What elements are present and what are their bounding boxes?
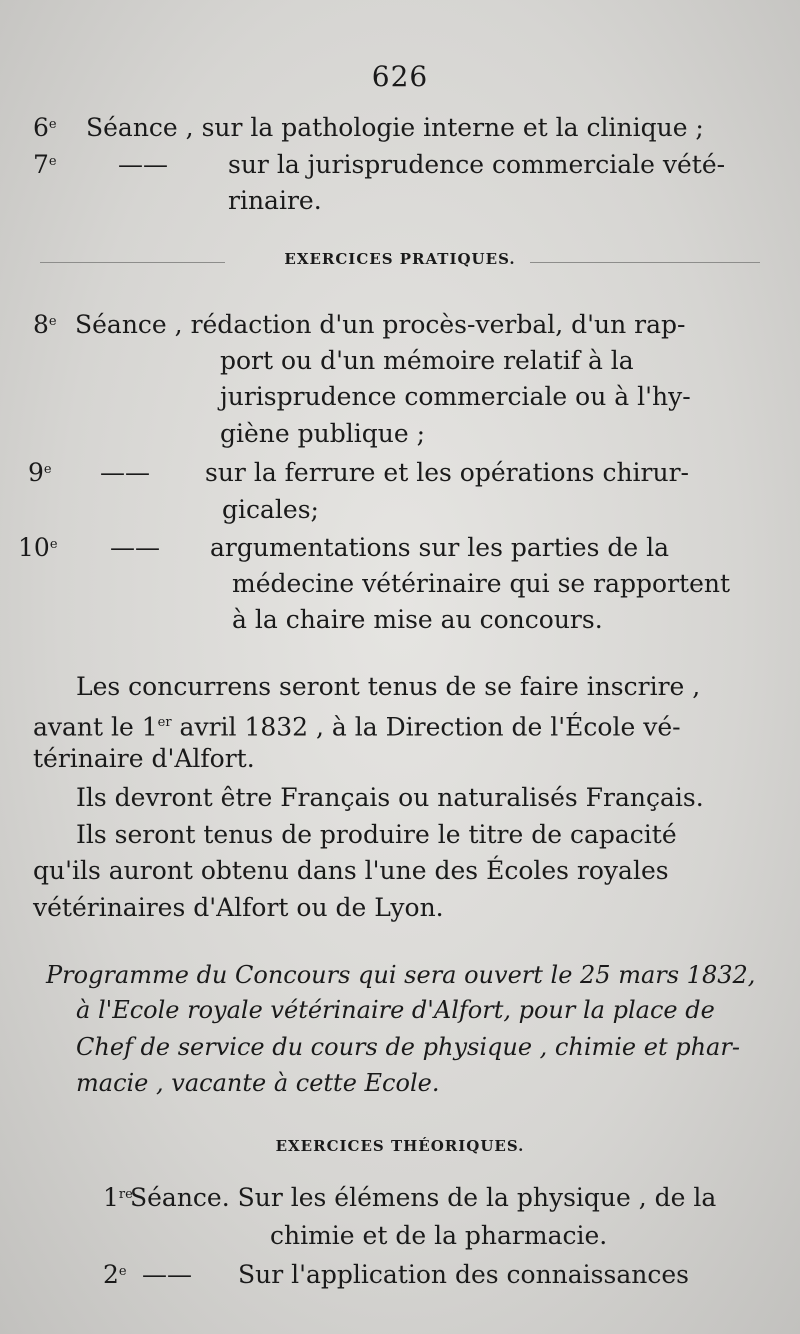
seance-1-line-1: Séance. Sur les élémens de la physique , de la <box>130 1183 717 1212</box>
programme-line-1: Programme du Concours qui sera ouvert le 25 mars 1832, <box>46 961 756 989</box>
seance-9-line-1: sur la ferrure et les opérations chirur- <box>205 458 689 487</box>
programme-line-4: macie , vacante à cette Ecole. <box>76 1069 440 1097</box>
seance-7-number: 7e <box>33 150 57 179</box>
page-number: 626 <box>371 60 429 93</box>
seance-2-line-1: Sur l'application des connaissances <box>238 1260 689 1289</box>
seance-8-number: 8e <box>33 310 57 339</box>
section-heading-pratiques: EXERCICES PRATIQUES. <box>284 250 516 268</box>
para-2-line-1: Ils devront être Français ou naturalisés Français. <box>76 783 704 812</box>
seance-7-continuation: rinaire. <box>228 186 322 215</box>
para-1-line-1: Les concurrens seront tenus de se faire inscrire , <box>76 672 701 701</box>
seance-10-line-1: argumentations sur les parties de la <box>210 533 669 562</box>
seance-8-line-1: Séance , rédaction d'un procès-verbal, d'un rap- <box>75 310 686 339</box>
rule-right <box>530 262 760 263</box>
seance-7-text: sur la jurisprudence commerciale vété- <box>228 150 726 179</box>
seance-8-line-3: jurisprudence commerciale ou à l'hy- <box>220 382 691 411</box>
para-1-line-3: térinaire d'Alfort. <box>33 744 255 773</box>
para-3-line-3: vétérinaires d'Alfort ou de Lyon. <box>33 893 444 922</box>
para-1-line-2: avant le 1er avril 1832 , à la Direction de l'École vé- <box>33 712 681 742</box>
seance-9-number: 9e <box>28 458 52 487</box>
seance-10-dash: —— <box>110 533 160 562</box>
para-3-line-1: Ils seront tenus de produire le titre de capacité <box>76 820 677 849</box>
seance-8-line-2: port ou d'un mémoire relatif à la <box>220 346 634 375</box>
seance-7-dash: —— <box>118 150 168 179</box>
para-3-line-2: qu'ils auront obtenu dans l'une des Écoles royales <box>33 856 669 885</box>
section-heading-theoriques: EXERCICES THÉORIQUES. <box>275 1137 525 1155</box>
seance-6-text: Séance , sur la pathologie interne et la clinique ; <box>86 113 704 142</box>
seance-1-number: 1re <box>103 1183 133 1212</box>
seance-8-line-4: giène publique ; <box>220 419 426 448</box>
seance-9-dash: —— <box>100 458 150 487</box>
seance-2-number: 2e <box>103 1260 127 1289</box>
seance-2-dash: —— <box>142 1260 192 1289</box>
programme-line-2: à l'Ecole royale vétérinaire d'Alfort, pour la place de <box>76 996 715 1024</box>
seance-9-line-2: gicales; <box>222 495 319 524</box>
seance-1-line-2: chimie et de la pharmacie. <box>270 1221 608 1250</box>
seance-10-line-2: médecine vétérinaire qui se rapportent <box>232 569 731 598</box>
seance-10-number: 10e <box>18 533 58 562</box>
programme-line-3: Chef de service du cours de physique , chimie et phar- <box>76 1033 740 1061</box>
seance-10-line-3: à la chaire mise au concours. <box>232 605 603 634</box>
seance-6-number: 6e <box>33 113 57 142</box>
